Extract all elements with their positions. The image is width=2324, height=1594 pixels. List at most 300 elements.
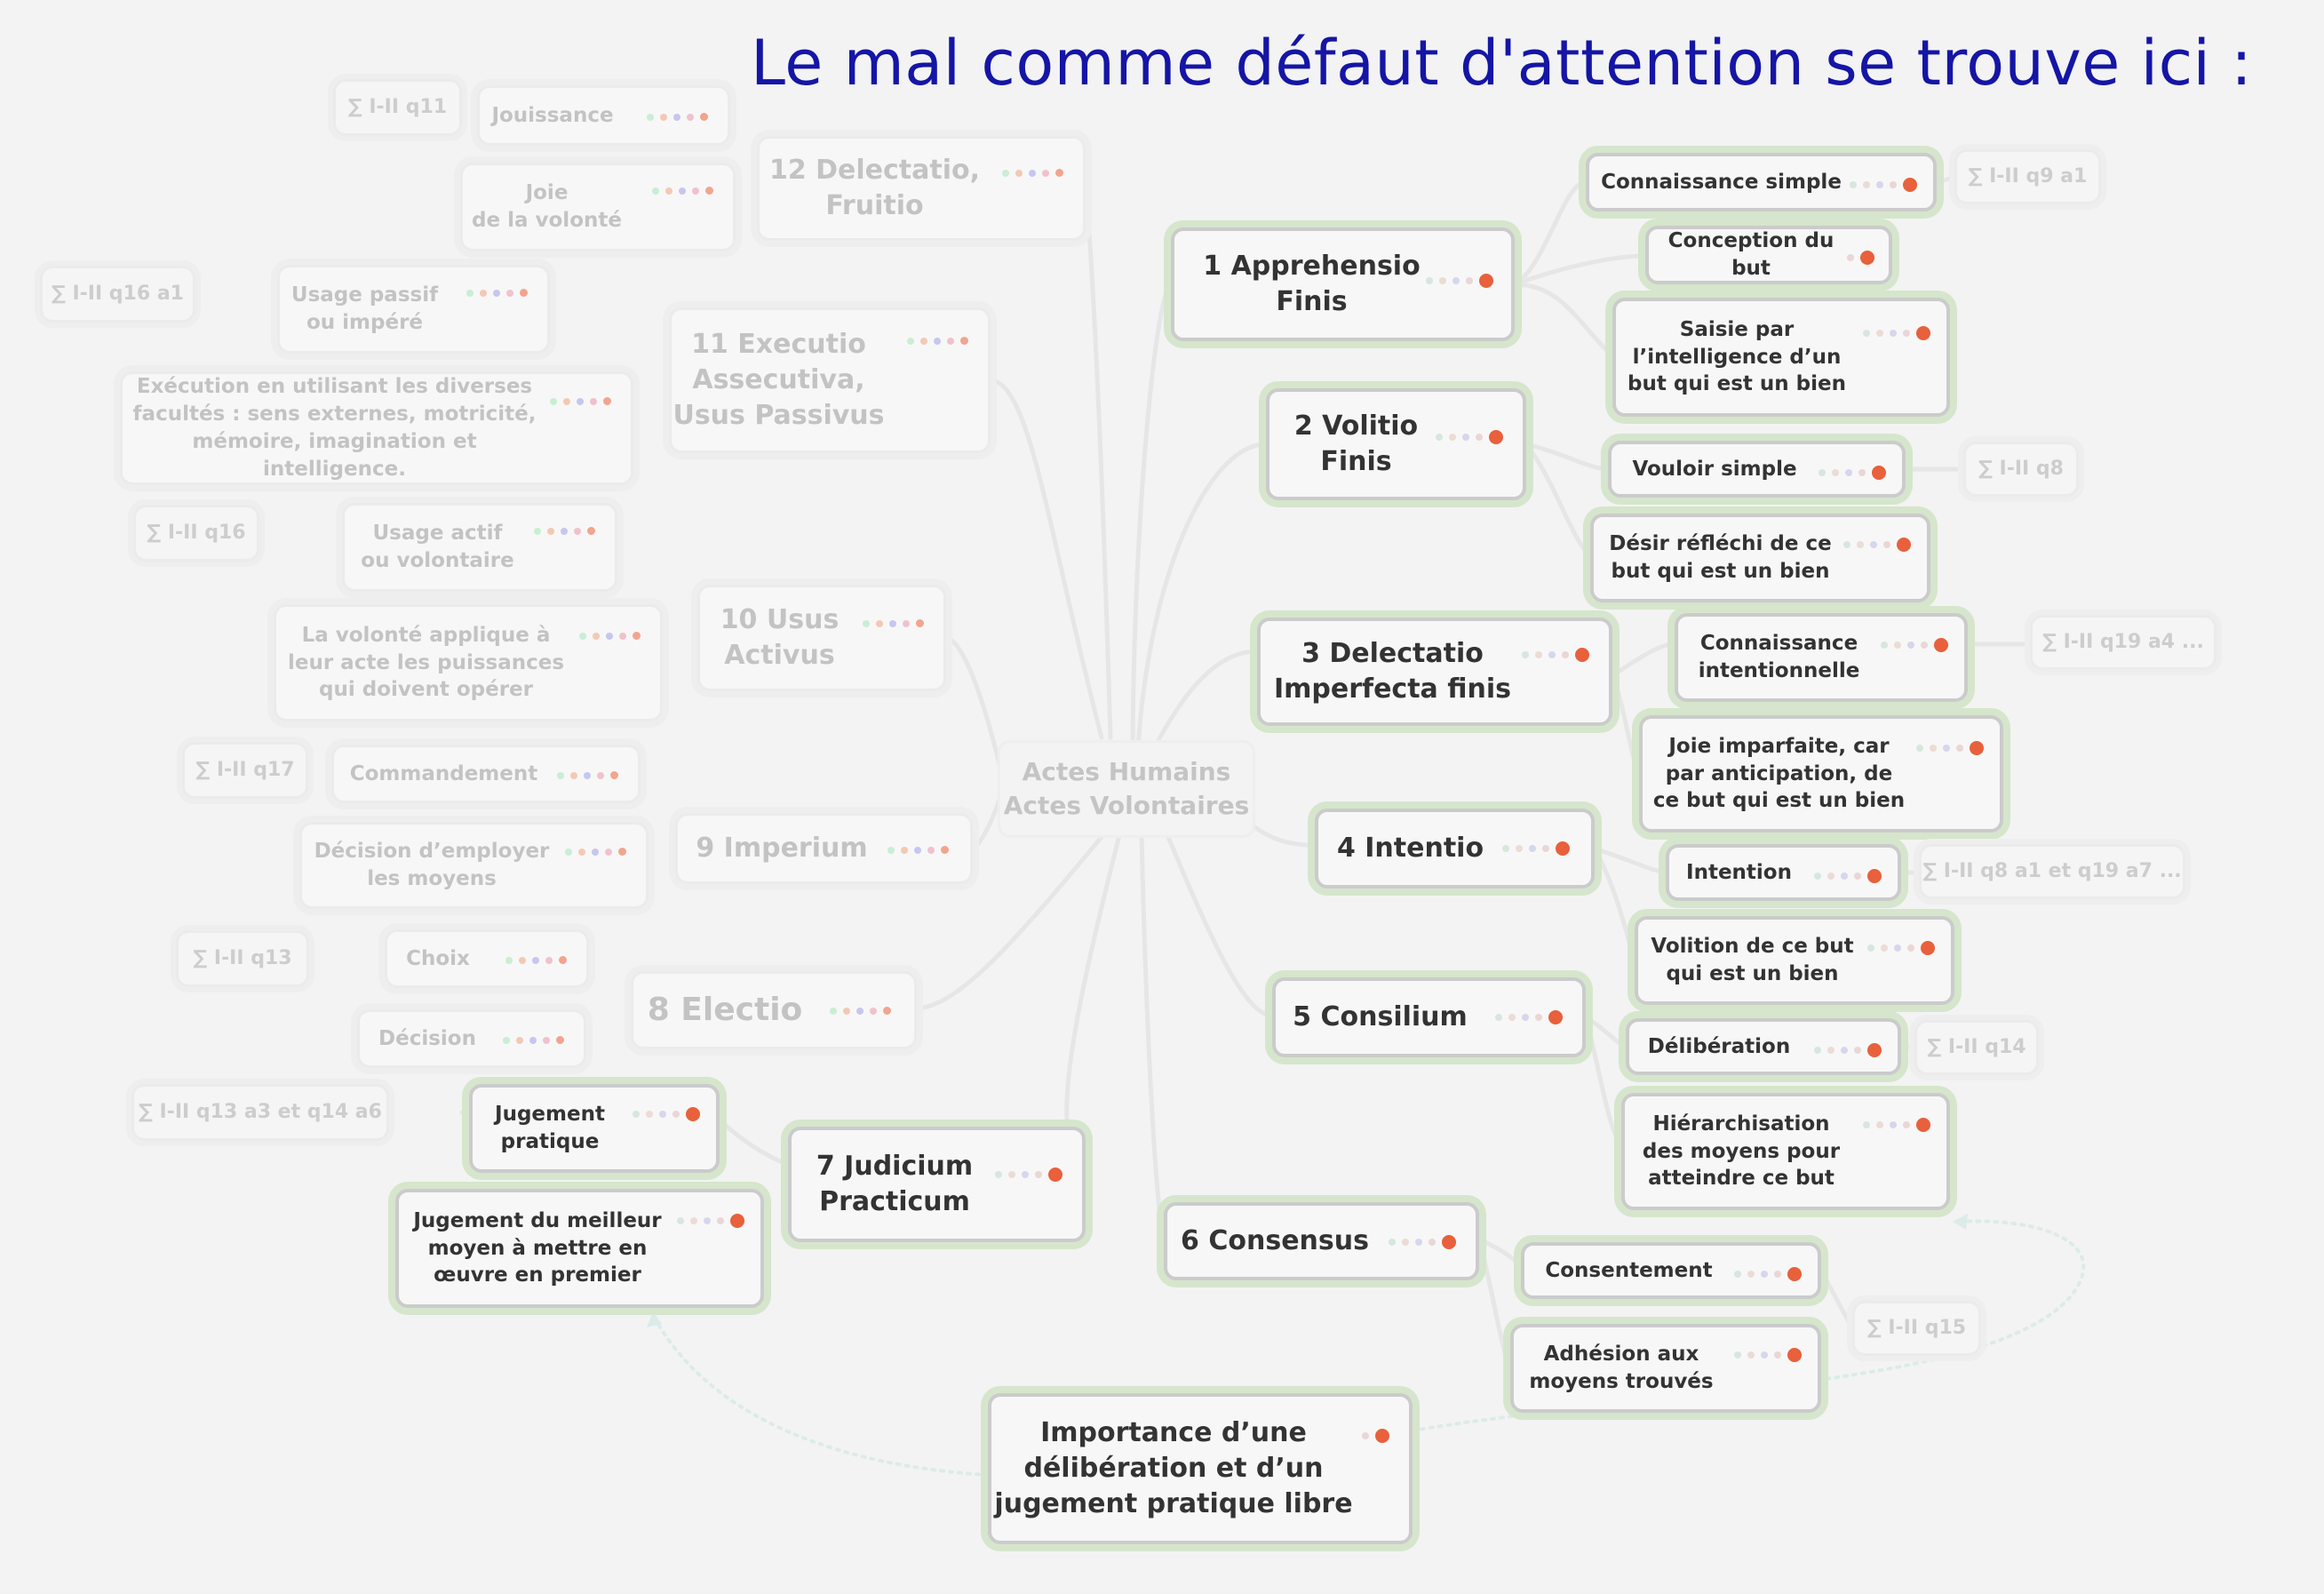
marker-dot-icon <box>565 849 572 856</box>
ref-label: ∑ I-II q14 <box>1927 1036 2026 1059</box>
sub-commandement[interactable] <box>331 745 641 803</box>
marker-dot-icon <box>1008 1171 1015 1178</box>
sub-deliberation[interactable] <box>1626 1018 1901 1075</box>
marker-dot-icon <box>1883 541 1890 548</box>
marker-dot-icon <box>856 1008 864 1015</box>
link-center-t11 <box>991 380 1102 737</box>
marker-dot-icon <box>1562 651 1569 658</box>
topic-label: 4 Intentio <box>1336 832 1484 864</box>
sub-joie-imparfaite[interactable] <box>1639 715 2003 833</box>
sub-label: Usage actif ou volontaire <box>361 522 514 572</box>
marker-dot-icon <box>1894 642 1901 649</box>
central-topic-label: Actes Humains Actes Volontaires <box>1003 757 1250 820</box>
marker-dot-icon <box>1029 170 1036 177</box>
marker-dot-icon <box>1774 1271 1781 1278</box>
marker-dot-icon <box>1452 277 1460 284</box>
topic-8-electio[interactable] <box>631 971 917 1049</box>
marker-dot-icon <box>633 632 641 640</box>
priority-dot-icon <box>1934 638 1948 652</box>
marker-dot-icon <box>673 114 680 121</box>
topic-markers <box>995 1168 1063 1182</box>
topic-3-delectatio-imperfecta[interactable] <box>1257 618 1612 726</box>
ref-label: ∑ I-II q13 a3 et q14 a6 <box>139 1101 382 1124</box>
marker-dot-icon <box>652 187 659 195</box>
marker-dot-icon <box>1858 469 1866 476</box>
topic-label: 3 Delectatio Imperfecta finis <box>1274 637 1511 705</box>
topic-markers <box>907 337 968 345</box>
sub-markers <box>565 848 626 856</box>
marker-dot-icon <box>1774 1351 1781 1359</box>
ref-label: ∑ I-II q16 a1 <box>52 283 184 306</box>
sub-decision-employer-moyens[interactable] <box>299 822 649 909</box>
sub-markers <box>505 956 567 964</box>
priority-dot-icon <box>1048 1168 1063 1182</box>
sub-markers <box>503 1036 564 1044</box>
sub-markers <box>557 771 618 779</box>
link-center-t9 <box>973 800 999 849</box>
marker-dot-icon <box>1508 1014 1516 1021</box>
marker-dot-icon <box>690 1217 697 1224</box>
marker-dot-icon <box>1956 745 1963 752</box>
marker-dot-icon <box>1890 330 1897 337</box>
marker-dot-icon <box>907 338 914 345</box>
marker-dot-icon <box>1943 745 1950 752</box>
sub-connaissance-intentionnelle[interactable] <box>1675 613 1968 702</box>
priority-dot-icon <box>686 1107 700 1121</box>
marker-dot-icon <box>1930 745 1937 752</box>
marker-dot-icon <box>947 338 954 345</box>
priority-dot-icon <box>1903 178 1917 192</box>
marker-dot-icon <box>1863 1121 1870 1128</box>
marker-dot-icon <box>480 290 487 297</box>
marker-dot-icon <box>659 1111 666 1118</box>
link-center-t7 <box>1067 835 1119 1164</box>
marker-dot-icon <box>574 528 581 535</box>
ref-tag-q14[interactable] <box>1914 1020 2039 1075</box>
ref-tag-q15[interactable] <box>1852 1301 1981 1356</box>
marker-dot-icon <box>934 338 941 345</box>
marker-dot-icon <box>1402 1239 1409 1246</box>
marker-dot-icon <box>916 619 924 627</box>
marker-dot-icon <box>660 114 667 121</box>
topic-7-judicium-practicum[interactable] <box>788 1127 1086 1242</box>
marker-dot-icon <box>1847 254 1854 261</box>
marker-dot-icon <box>677 1217 684 1224</box>
marker-dot-icon <box>1747 1271 1755 1278</box>
topic-markers <box>1436 430 1503 444</box>
sub-markers <box>647 113 708 121</box>
ref-tag-q9-a1[interactable] <box>1954 149 2101 204</box>
marker-dot-icon <box>1542 845 1549 852</box>
sub-markers <box>534 527 595 535</box>
marker-dot-icon <box>534 528 541 535</box>
marker-dot-icon <box>1002 170 1009 177</box>
ref-label: ∑ I-II q13 <box>193 947 292 970</box>
sub-markers <box>1843 538 1911 552</box>
sub-volition-de-ce-but[interactable] <box>1635 916 1954 1005</box>
note-label: Importance d’une délibération et d’un jugement pratique libre <box>994 1416 1353 1520</box>
page-title: Le mal comme défaut d'attention se trouve ici : <box>751 27 2253 100</box>
ref-label: ∑ I-II q9 a1 <box>1968 165 2088 188</box>
marker-dot-icon <box>519 957 526 964</box>
marker-dot-icon <box>532 957 539 964</box>
priority-dot-icon <box>1916 1118 1930 1132</box>
marker-dot-icon <box>610 771 618 779</box>
marker-dot-icon <box>1389 1239 1396 1246</box>
marker-dot-icon <box>646 1111 653 1118</box>
sub-volonte-applique[interactable] <box>274 604 663 721</box>
arrowhead-right <box>1953 1214 1968 1230</box>
sub-markers <box>466 289 528 297</box>
topic-10-usus-activus[interactable] <box>697 585 946 691</box>
marker-dot-icon <box>1535 651 1542 658</box>
marker-dot-icon <box>1890 1121 1897 1128</box>
sub-label: Consentement <box>1545 1258 1713 1282</box>
marker-dot-icon <box>1890 181 1897 188</box>
marker-dot-icon <box>543 1037 550 1044</box>
ref-tag-q17[interactable] <box>182 742 308 799</box>
marker-dot-icon <box>1476 434 1483 441</box>
sub-label: Décision d’employer les moyens <box>314 840 550 890</box>
sub-markers <box>1734 1348 1802 1362</box>
sub-label: Exécution en utilisant les diverses facultés : sens externes, motricité, mémoire, imagination et intelligence. <box>132 375 537 481</box>
topic-label: 9 Imperium <box>696 832 868 864</box>
marker-dot-icon <box>619 633 626 640</box>
sub-markers <box>1867 941 1935 955</box>
marker-dot-icon <box>547 528 554 535</box>
marker-dot-icon <box>1907 642 1914 649</box>
priority-dot-icon <box>1921 941 1935 955</box>
sub-markers <box>1881 638 1948 652</box>
sub-markers <box>579 632 641 640</box>
topic-markers <box>1522 648 1589 662</box>
sub-markers <box>1850 178 1917 192</box>
sub-decision[interactable] <box>357 1009 586 1068</box>
topic-markers <box>887 846 949 854</box>
note-link-left <box>653 1315 988 1475</box>
topic-5-consilium[interactable] <box>1272 977 1586 1057</box>
marker-dot-icon <box>1841 873 1848 880</box>
marker-dot-icon <box>570 772 577 779</box>
marker-dot-icon <box>506 290 513 297</box>
marker-dot-icon <box>903 620 910 627</box>
sub-consentement[interactable] <box>1521 1242 1821 1299</box>
marker-dot-icon <box>1903 1121 1910 1128</box>
marker-dot-icon <box>1462 434 1469 441</box>
marker-dot-icon <box>960 337 968 345</box>
marker-dot-icon <box>1747 1351 1755 1359</box>
priority-dot-icon <box>1575 648 1589 662</box>
marker-dot-icon <box>1439 277 1446 284</box>
sub-desir-reflechi[interactable] <box>1590 514 1930 602</box>
marker-dot-icon <box>1876 330 1883 337</box>
marker-dot-icon <box>520 289 528 297</box>
sub-label: Saisie par l’intelligence d’un but qui est un bien <box>1628 317 1846 396</box>
topic-label: 10 Usus Activus <box>720 603 840 671</box>
topic-markers <box>1495 1010 1563 1024</box>
ref-tag-q13[interactable] <box>176 930 309 987</box>
marker-dot-icon <box>466 290 474 297</box>
sub-joie-de-la-volonte[interactable] <box>460 163 736 251</box>
marker-dot-icon <box>545 957 553 964</box>
priority-dot-icon <box>1479 274 1493 288</box>
marker-dot-icon <box>1814 1047 1821 1054</box>
priority-dot-icon <box>1897 538 1911 552</box>
marker-dot-icon <box>561 528 568 535</box>
sub-hierarchisation[interactable] <box>1621 1093 1950 1210</box>
sub-markers <box>550 397 611 405</box>
sub-markers <box>677 1214 744 1228</box>
link-t5-subs <box>1586 1017 1626 1146</box>
topic-label: 7 Judicium Practicum <box>816 1150 974 1217</box>
topic-markers <box>1502 841 1570 856</box>
sub-label: La volonté applique à leur acte les puissances qui doivent opérer <box>287 623 565 702</box>
ref-tag-q16-a1[interactable] <box>40 266 195 323</box>
sub-markers <box>633 1107 700 1121</box>
marker-dot-icon <box>717 1217 724 1224</box>
topic-label: 2 Volitio Finis <box>1293 410 1419 477</box>
marker-dot-icon <box>1449 434 1456 441</box>
sub-label: Choix <box>406 946 470 970</box>
priority-dot-icon <box>1860 251 1874 265</box>
sub-jouissance[interactable] <box>477 85 730 146</box>
marker-dot-icon <box>1881 944 1888 952</box>
link-ref1 <box>1937 178 1954 182</box>
ref-tag-q13-a3-q14-a6[interactable] <box>131 1084 389 1141</box>
sub-intention[interactable] <box>1666 844 1901 901</box>
sub-label: Usage passif ou impéré <box>290 283 439 334</box>
marker-dot-icon <box>1426 277 1433 284</box>
marker-dot-icon <box>557 772 564 779</box>
marker-dot-icon <box>603 397 611 405</box>
ref-tag-q11[interactable] <box>333 79 462 136</box>
marker-dot-icon <box>593 633 600 640</box>
topic-label: 1 Apprehensio Finis <box>1203 250 1421 317</box>
sub-label: Joie de la volonté <box>472 181 622 232</box>
sub-saisie-par-intelligence[interactable] <box>1612 298 1950 417</box>
marker-dot-icon <box>863 620 870 627</box>
marker-dot-icon <box>887 847 895 854</box>
priority-dot-icon <box>1872 466 1886 480</box>
marker-dot-icon <box>1841 1047 1848 1054</box>
topic-6-consensus[interactable] <box>1164 1202 1479 1280</box>
marker-dot-icon <box>920 338 927 345</box>
marker-dot-icon <box>1907 944 1914 952</box>
link-center-t5 <box>1164 826 1272 1016</box>
marker-dot-icon <box>1502 845 1509 852</box>
topic-markers <box>863 619 924 627</box>
marker-dot-icon <box>876 620 883 627</box>
marker-dot-icon <box>704 1217 711 1224</box>
sub-markers <box>652 187 713 195</box>
marker-dot-icon <box>1827 873 1835 880</box>
marker-dot-icon <box>927 847 935 854</box>
sub-connaissance-simple[interactable] <box>1586 153 1937 211</box>
sub-choix[interactable] <box>385 929 589 988</box>
sub-label: Volition de ce but qui est un bien <box>1651 935 1854 985</box>
sub-markers <box>1819 466 1886 480</box>
ref-label: ∑ I-II q17 <box>195 759 295 782</box>
ref-tag-q19-a4[interactable] <box>2030 615 2217 670</box>
marker-dot-icon <box>1522 651 1529 658</box>
ref-label: ∑ I-II q19 a4 ... <box>2042 631 2204 654</box>
ref-tag-q16[interactable] <box>133 505 259 562</box>
marker-dot-icon <box>700 113 708 121</box>
marker-dot-icon <box>687 114 694 121</box>
topic-markers <box>1426 274 1493 288</box>
marker-dot-icon <box>1854 873 1861 880</box>
marker-dot-icon <box>692 187 699 195</box>
marker-dot-icon <box>647 114 654 121</box>
topic-4-intentio[interactable] <box>1315 809 1595 889</box>
priority-dot-icon <box>1867 1043 1882 1057</box>
sub-markers <box>1916 741 1984 755</box>
sub-usage-passif[interactable] <box>277 265 550 354</box>
marker-dot-icon <box>590 398 597 405</box>
marker-dot-icon <box>578 849 585 856</box>
marker-dot-icon <box>618 848 626 856</box>
link-ref6 <box>1821 1271 1852 1328</box>
sub-label: Jugement du meilleur moyen à mettre en œuvre en premier <box>413 1208 662 1287</box>
topic-label: 11 Executio Assecutiva, Usus Passivus <box>673 328 885 432</box>
topic-label: 12 Delectatio, Fruitio <box>768 154 981 221</box>
marker-dot-icon <box>559 956 567 964</box>
priority-dot-icon <box>1556 841 1570 856</box>
marker-dot-icon <box>1819 469 1826 476</box>
marker-dot-icon <box>587 527 595 535</box>
marker-dot-icon <box>705 187 713 195</box>
marker-dot-icon <box>556 1036 564 1044</box>
marker-dot-icon <box>633 1111 640 1118</box>
ref-tag-q8[interactable] <box>1963 442 2079 497</box>
topic-2-volitio-finis[interactable] <box>1266 388 1526 500</box>
marker-dot-icon <box>1015 170 1023 177</box>
sub-jugement-du-meilleur-moyen[interactable] <box>395 1189 764 1308</box>
sub-adhesion-aux-moyens[interactable] <box>1510 1324 1821 1413</box>
marker-dot-icon <box>843 1008 850 1015</box>
marker-dot-icon <box>1814 873 1821 880</box>
priority-dot-icon <box>1916 326 1930 340</box>
marker-dot-icon <box>563 398 570 405</box>
marker-dot-icon <box>1516 845 1523 852</box>
marker-dot-icon <box>579 633 586 640</box>
marker-dot-icon <box>889 620 896 627</box>
priority-dot-icon <box>1787 1348 1802 1362</box>
marker-dot-icon <box>1894 944 1901 952</box>
marker-dot-icon <box>516 1037 523 1044</box>
link-t7-subs <box>720 1120 786 1164</box>
marker-dot-icon <box>679 187 686 195</box>
topic-markers <box>1389 1235 1456 1249</box>
marker-dot-icon <box>1916 745 1923 752</box>
priority-dot-icon <box>1375 1429 1389 1443</box>
note-deliberation-jugement-libre[interactable] <box>988 1393 1413 1544</box>
marker-dot-icon <box>505 957 513 964</box>
marker-dot-icon <box>592 849 599 856</box>
marker-dot-icon <box>1827 1047 1835 1054</box>
sub-label: Connaissance intentionnelle <box>1698 632 1860 682</box>
marker-dot-icon <box>1415 1239 1422 1246</box>
marker-dot-icon <box>1734 1351 1741 1359</box>
link-center-t6 <box>1142 835 1164 1239</box>
marker-dot-icon <box>901 847 908 854</box>
sub-markers <box>1847 251 1874 265</box>
sub-label: Intention <box>1686 860 1792 884</box>
marker-dot-icon <box>1035 1171 1042 1178</box>
sub-jugement-pratique[interactable] <box>469 1084 720 1173</box>
marker-dot-icon <box>1863 181 1870 188</box>
topic-12-delectatio-fruitio[interactable] <box>757 136 1086 241</box>
sub-markers <box>1814 869 1882 883</box>
topic-label: 6 Consensus <box>1181 1224 1369 1256</box>
ref-tag-q8-a1-q19-a7[interactable] <box>1919 844 2185 899</box>
priority-dot-icon <box>1867 869 1882 883</box>
topic-label: 8 Electio <box>647 991 803 1028</box>
marker-dot-icon <box>1857 541 1864 548</box>
marker-dot-icon <box>1436 434 1443 441</box>
sub-label: Décision <box>378 1026 476 1050</box>
sub-execution-facultes[interactable] <box>120 371 633 485</box>
marker-dot-icon <box>1535 1014 1542 1021</box>
marker-dot-icon <box>673 1111 680 1118</box>
topic-markers <box>830 1007 891 1015</box>
link-center-t1 <box>1133 284 1171 764</box>
note-markers <box>1362 1429 1389 1443</box>
ref-label: ∑ I-II q11 <box>347 96 448 119</box>
link-center-t12 <box>1086 187 1110 737</box>
marker-dot-icon <box>1055 169 1063 177</box>
sub-conception-du-but[interactable] <box>1645 226 1892 284</box>
marker-dot-icon <box>493 290 500 297</box>
marker-dot-icon <box>1843 541 1850 548</box>
sub-label: Adhésion aux moyens trouvés <box>1529 1343 1714 1393</box>
sub-vouloir-simple[interactable] <box>1608 441 1906 498</box>
topic-11-executio[interactable] <box>669 307 991 453</box>
sub-usage-actif[interactable] <box>342 503 617 592</box>
marker-dot-icon <box>1845 469 1852 476</box>
marker-dot-icon <box>1529 845 1536 852</box>
marker-dot-icon <box>1854 1047 1861 1054</box>
sub-label: Désir réfléchi de ce but qui est un bien <box>1609 532 1832 583</box>
sub-markers <box>1863 1118 1930 1132</box>
marker-dot-icon <box>1867 944 1874 952</box>
marker-dot-icon <box>1022 1171 1029 1178</box>
link-center-t10 <box>946 638 999 764</box>
priority-dot-icon <box>1548 1010 1563 1024</box>
marker-dot-icon <box>941 846 949 854</box>
marker-dot-icon <box>914 847 921 854</box>
sub-markers <box>1814 1043 1882 1057</box>
topic-label: 5 Consilium <box>1293 1000 1468 1032</box>
topic-9-imperium[interactable] <box>675 813 973 884</box>
ref-label: ∑ I-II q16 <box>147 522 246 545</box>
marker-dot-icon <box>1761 1271 1768 1278</box>
marker-dot-icon <box>1495 1014 1502 1021</box>
marker-dot-icon <box>1832 469 1839 476</box>
marker-dot-icon <box>1429 1239 1436 1246</box>
marker-dot-icon <box>1881 642 1888 649</box>
marker-dot-icon <box>503 1037 510 1044</box>
marker-dot-icon <box>995 1171 1002 1178</box>
marker-dot-icon <box>597 772 604 779</box>
marker-dot-icon <box>870 1008 877 1015</box>
priority-dot-icon <box>1442 1235 1456 1249</box>
ref-label: ∑ I-II q8 <box>1978 458 2064 481</box>
marker-dot-icon <box>605 849 612 856</box>
marker-dot-icon <box>1548 651 1556 658</box>
topic-1-apprehensio-finis[interactable] <box>1171 227 1515 341</box>
central-topic[interactable] <box>998 740 1255 838</box>
